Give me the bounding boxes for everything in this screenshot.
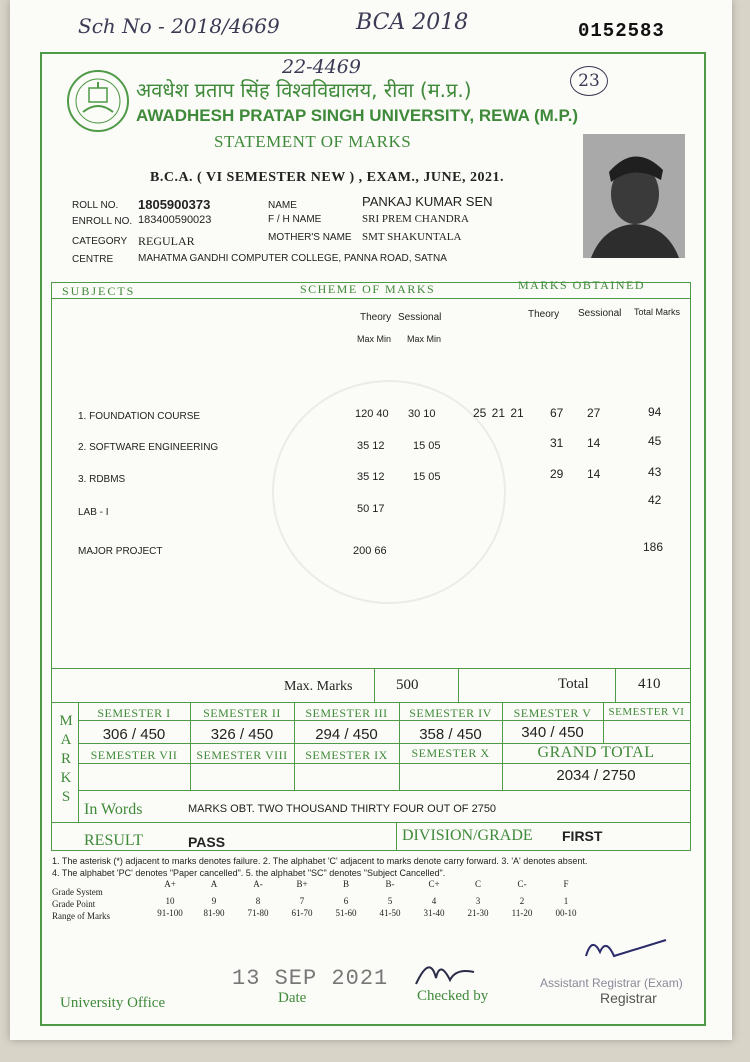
subject-name: LAB - I	[78, 507, 109, 518]
table-header-border	[51, 298, 691, 299]
total-obtained: 42	[648, 493, 662, 507]
theory-max-min: 35 12	[357, 471, 385, 483]
sessional-obtained: 14	[587, 467, 601, 481]
marksheet	[10, 0, 732, 1040]
semester-header: SEMESTER X	[411, 746, 490, 760]
theory-max-min: 35 12	[357, 440, 385, 452]
university-name-hindi: अवधेश प्रताप सिंह विश्वविद्यालय, रीवा (म.प्र.)	[136, 78, 472, 102]
max-marks-value: 500	[396, 677, 419, 693]
grade-range: 21-30	[467, 908, 489, 918]
result-left-border	[51, 822, 52, 850]
semester-header: SEMESTER I	[97, 706, 171, 720]
grade-label: C-	[517, 879, 527, 889]
fh-name-value: SRI PREM CHANDRA	[362, 213, 469, 225]
theory-obtained: 29	[550, 467, 564, 481]
fh-name-label: F / H NAME	[268, 214, 322, 225]
grade-range: 51-60	[335, 908, 357, 918]
roll-label: ROLL NO.	[72, 200, 119, 211]
grade-label: B+	[296, 879, 308, 889]
scheme-theory-label: Theory	[360, 312, 392, 323]
university-seal-watermark	[272, 380, 506, 604]
student-name: PANKAJ KUMAR SEN	[362, 194, 493, 209]
sessional-max-min: 15 05	[413, 440, 441, 452]
scheme-theory-maxmin: Max Min	[357, 334, 392, 344]
totals-top-border	[51, 668, 691, 669]
grade-range: 11-20	[511, 908, 533, 918]
theory-max-min: 50 17	[357, 503, 385, 515]
name-label: NAME	[268, 200, 297, 211]
scheme-sessional-label: Sessional	[398, 312, 442, 323]
grade-point: 10	[165, 896, 175, 906]
grade-point: 8	[255, 896, 261, 906]
semester-header: SEMESTER IX	[305, 748, 388, 762]
enroll-number: 183400590023	[138, 214, 212, 226]
result-value: PASS	[188, 834, 226, 850]
semester-header: SEMESTER II	[203, 706, 281, 720]
division-value: FIRST	[562, 828, 603, 844]
category-value: REGULAR	[138, 234, 195, 248]
handwritten-course: BCA 2018	[356, 10, 469, 35]
handwritten-scholar-no: Sch No - 2018/4669	[78, 14, 280, 38]
component-marks: 25 21 21	[473, 406, 524, 420]
subjects-header: SUBJECTS	[62, 284, 136, 298]
grade-label: F	[563, 879, 569, 889]
grade-range: 61-70	[291, 908, 313, 918]
grade-label: B-	[385, 879, 395, 889]
grade-point-label: Grade Point	[52, 899, 96, 909]
grade-scale	[148, 879, 588, 919]
roll-number: 1805900373	[138, 197, 211, 212]
registrar-signature-icon	[582, 930, 672, 970]
grade-point: 4	[431, 896, 437, 906]
semester-row-border	[78, 763, 690, 764]
result-divider	[396, 822, 397, 850]
university-logo-icon	[65, 68, 131, 134]
grade-range: 00-10	[555, 908, 577, 918]
theory-obtained: 31	[550, 436, 564, 450]
result-top-border	[51, 822, 691, 823]
semester-marks: 306 / 450	[102, 726, 166, 743]
subject-name: MAJOR PROJECT	[78, 546, 163, 557]
mother-value: SMT SHAKUNTALA	[362, 231, 462, 243]
serial-number: 0152583	[578, 20, 665, 42]
marks-side-label: M A R K S	[59, 713, 73, 805]
theory-obtained: 67	[550, 406, 564, 420]
semester-top-border	[51, 702, 691, 703]
total-obtained: 45	[648, 434, 662, 448]
sessional-max-min: 15 05	[413, 471, 441, 483]
category-label: CATEGORY	[72, 236, 128, 247]
totals-divider	[374, 668, 375, 702]
table-left-border	[51, 282, 52, 822]
semester-marks: 326 / 450	[210, 726, 274, 743]
grade-point: 1	[563, 896, 569, 906]
grade-label: A	[210, 879, 218, 889]
result-right-border	[690, 822, 691, 850]
range-of-marks-label: Range of Marks	[52, 911, 110, 921]
sessional-obtained: 27	[587, 406, 601, 420]
university-office-label: University Office	[60, 995, 166, 1011]
grade-label: A+	[164, 879, 176, 889]
checker-signature-icon	[410, 950, 480, 990]
semester-marks: 294 / 450	[315, 726, 378, 743]
semester-bottom-border	[78, 790, 690, 791]
student-photo	[583, 134, 685, 258]
obtained-total-label: Total Marks	[634, 307, 681, 317]
result-label: RESULT	[84, 832, 143, 849]
theory-max-min: 120 40	[355, 408, 389, 420]
semester-header: SEMESTER VIII	[196, 748, 288, 762]
grade-range: 31-40	[423, 908, 445, 918]
registrar-label: Registrar	[600, 990, 657, 1006]
total-value: 410	[638, 676, 661, 692]
document-title: STATEMENT OF MARKS	[214, 132, 412, 151]
grade-range: 81-90	[203, 908, 225, 918]
date-label: Date	[278, 990, 307, 1006]
in-words-value: MARKS OBT. TWO THOUSAND THIRTY FOUR OUT OF 2750	[188, 803, 497, 815]
subject-name: 2. SOFTWARE ENGINEERING	[78, 442, 219, 453]
grand-total-value: 2034 / 2750	[556, 767, 636, 784]
max-marks-label: Max. Marks	[284, 679, 353, 694]
totals-divider	[615, 668, 616, 702]
subject-name: 1. FOUNDATION COURSE	[78, 411, 201, 422]
notes-line-1: 1. The asterisk (*) adjacent to marks denotes failure. 2. The alphabet 'C' adjacent to marks denote carry forward. 3. 'A' denotes absent.	[52, 856, 588, 866]
grade-point: 3	[475, 896, 481, 906]
grade-point: 7	[299, 896, 305, 906]
grade-system-label: Grade System	[52, 887, 103, 897]
handwritten-circle-number: 23	[570, 66, 608, 96]
total-obtained: 94	[648, 405, 662, 419]
exam-title: B.C.A. ( VI SEMESTER NEW ) , EXAM., JUNE, 2021.	[150, 170, 504, 185]
assistant-registrar-stamp: Assistant Registrar (Exam)	[540, 976, 683, 990]
semester-header: SEMESTER IV	[409, 706, 492, 720]
centre-label: CENTRE	[72, 254, 114, 265]
total-obtained: 43	[648, 465, 662, 479]
semester-header: SEMESTER V	[513, 706, 592, 720]
grade-point: 2	[519, 896, 525, 906]
theory-max-min: 200 66	[353, 545, 387, 557]
semester-marks: 358 / 450	[419, 726, 482, 743]
total-label: Total	[558, 676, 589, 692]
grade-point: 6	[343, 896, 349, 906]
grade-point: 5	[387, 896, 393, 906]
grade-range: 71-80	[247, 908, 269, 918]
grade-label: C+	[428, 879, 440, 889]
grade-label: C	[474, 879, 481, 889]
grade-label: B	[342, 879, 349, 889]
semester-marks: 340 / 450	[521, 724, 584, 741]
notes-line-2: 4. The alphabet 'PC' denotes "Paper cancelled". 5. the alphabet "SC" denotes "Subject Cancelled".	[52, 868, 446, 878]
obtained-theory-label: Theory	[528, 309, 560, 320]
sessional-max-min: 30 10	[408, 408, 436, 420]
grand-total-label: GRAND TOTAL	[537, 744, 655, 761]
grade-range: 91-100	[157, 908, 183, 918]
grade-range: 41-50	[379, 908, 401, 918]
grade-label: A-	[253, 879, 263, 889]
totals-divider	[458, 668, 459, 702]
subject-name: 3. RDBMS	[78, 474, 126, 485]
mother-label: MOTHER'S NAME	[268, 232, 352, 243]
semester-header: SEMESTER III	[305, 706, 388, 720]
obtained-header: MARKS OBTAINED	[518, 278, 646, 292]
obtained-sessional-label: Sessional	[578, 308, 622, 319]
handwritten-number: 22-4469	[282, 56, 361, 78]
result-bottom-border	[51, 850, 691, 851]
scheme-header: SCHEME OF MARKS	[300, 282, 436, 296]
scheme-sessional-maxmin: Max Min	[407, 334, 442, 344]
semester-header: SEMESTER VII	[90, 748, 178, 762]
centre-value: MAHATMA GANDHI COMPUTER COLLEGE, PANNA ROAD, SATNA	[138, 253, 447, 264]
enroll-label: ENROLL NO.	[72, 216, 133, 227]
total-obtained: 186	[643, 540, 664, 554]
grade-point: 9	[211, 896, 217, 906]
checked-by-label: Checked by	[417, 988, 489, 1004]
in-words-label: In Words	[84, 801, 143, 818]
sessional-obtained: 14	[587, 436, 601, 450]
table-right-border	[690, 282, 691, 822]
semester-header: SEMESTER VI	[608, 706, 685, 718]
university-name: AWADHESH PRATAP SINGH UNIVERSITY, REWA (M.P.)	[136, 106, 579, 125]
division-label: DIVISION/GRADE	[402, 827, 533, 844]
date-stamp: 13 SEP 2021	[232, 966, 389, 991]
